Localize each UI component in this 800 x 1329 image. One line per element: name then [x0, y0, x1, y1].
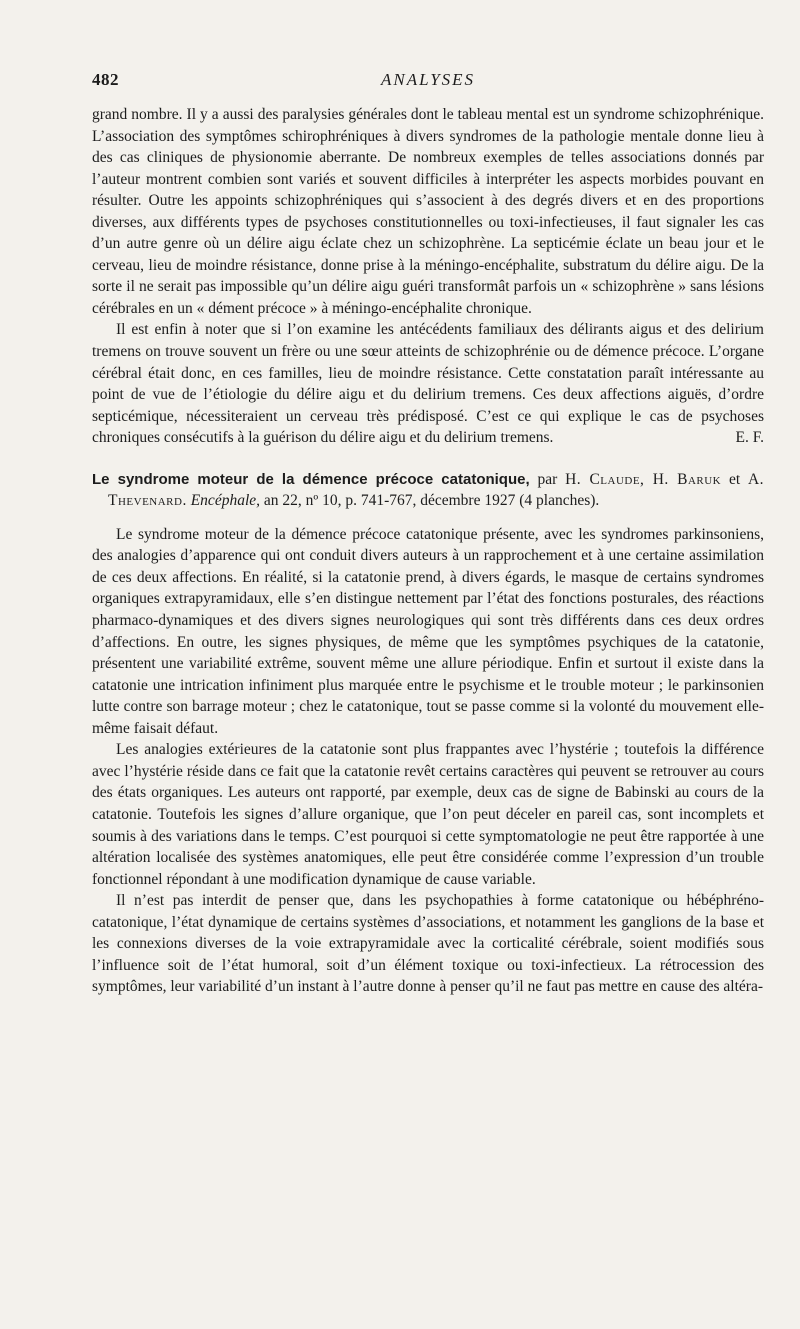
review-paragraph: Les analogies extérieures de la catatonie sont plus frappantes avec l’hystérie ; toutefois la différence avec l’hystérie réside dans ce fait que la catatonie revêt certains caractères qui peuvent se retrouver au cours des états organiques. Les auteurs ont rapporté, par exemple, deux cas de signe de Babinski au cours de la catatonie. Toutefois les signes d’allure organique, que l’on peut déceler en pareil cas, sont incomplets et soumis à des variations dans le temps. C’est pourquoi si cette symptomatologie ne peut être rapportée à une altération localisée des systèmes anatomiques, elle peut être considérée comme l’expression d’un trouble fonctionnel répondant à une modification dynamique de cause variable. — [92, 741, 764, 888]
review-title: Le syndrome moteur de la démence précoce catatonique, — [92, 470, 530, 488]
review-authors: H. Claude, H. Baruk — [565, 470, 722, 488]
running-title: ANALYSES — [380, 70, 476, 89]
running-head — [92, 70, 764, 96]
review-by: par — [537, 470, 558, 488]
review-heading — [92, 469, 764, 512]
journal-name: Encéphale, — [190, 492, 261, 510]
section-gap — [92, 512, 764, 524]
review-signature: E. F. — [735, 429, 764, 447]
review-body — [92, 524, 764, 998]
continued-paragraph — [92, 319, 764, 448]
review-authors: A. Thevenard. — [108, 470, 765, 510]
section-gap — [92, 449, 764, 469]
review-paragraph: Il n’est pas interdit de penser que, dans les psychopathies à forme catatonique ou hébéphréno-catatonique, l’état dynamique de certains systèmes d’associations, et notamment les ganglions de la base et les connexions diverses de la voie extrapyramidale avec la corticalité cérébrale, soient modifiés sous l’influence soit de l’état humoral, soit d’un élément toxique ou toxi-infectieux. La rétrocession des symptômes, leur variabilité d’un instant à l’autre donne à penser qu’il ne faut pas mettre en cause des altéra- — [92, 892, 764, 996]
review-paragraph: Le syndrome moteur de la démence précoce catatonique présente, avec les syndromes parkinsoniens, des analogies d’apparence qui ont conduit divers auteurs à un rapprochement et à une certaine assimilation de ces deux affections. En réalité, si la catatonie prend, à divers égards, le masque de certains syndromes organiques extrapyramidaux, elle s’en distingue nettement par l’état des fonctions posturales, des réactions pharmaco-dynamiques et des divers signes neurologiques qui sont très différents dans ces deux ordres d’affections. En outre, les signes physiques, de même que les symptômes psychiques de la catatonie, présentent une variabilité extrême, souvent même une allure périodique. Enfin et surtout il existe dans la catatonie une intrication infiniment plus marquée entre le psychisme et le trouble moteur ; le parkinsonien lutte contre son barrage moteur ; chez le catatonique, tout se passe comme si la volonté du mouvement elle-même faisait défaut. — [92, 525, 764, 737]
paragraph-text: Il est enfin à noter que si l’on examine les antécédents familiaux des délirants aigus et des delirium tremens on trouve souvent un frère ou une sœur atteints de schizophrénie ou de démence précoce. L’organe cérébral était donc, en ces familles, lieu de moindre résistance. Cette constatation paraît intéressante au point de vue de l’étiologie du délire aigu et du delirium tremens. Ces deux affections aiguës, d’ordre septicémique, nécessiteraient un cerveau très prédisposé. C’est ce qui explique le cas de psychoses chroniques consécutifs à la guérison du délire aigu et du delirium tremens. — [92, 321, 764, 447]
continued-paragraph: grand nombre. Il y a aussi des paralysies générales dont le tableau mental est un syndrome schizophrénique. L’association des symptômes schirophréniques à divers syndromes de la pathologie mentale donne lieu à des cas cliniques de physionomie aberrante. De nombreux exemples de telles associations donnés par l’auteur montrent combien sont variés et souvent difficiles à interpréter les aspects morbides pouvant en résulter. Outre les appoints schizophréniques qui s’associent à des degrés divers et en des proportions diverses, aux différents types de psychoses constitutionnelles ou toxi-infectieuses, il faut signaler les cas d’un autre genre où un délire aigu éclate chez un schizophrène. La septicémie éclate un beau jour et le cerveau, lieu de moindre résistance, donne prise à la méningo-encéphalite, substratum du délire aigu. De la sorte il ne serait pas impossible qu’un délire aigu guéri transformât parfois un « schizophrène » sans lésions cérébrales en un « dément précoce » à méningo-encéphalite chronique. — [92, 106, 764, 317]
page-number: 482 — [92, 70, 119, 89]
text-block — [92, 104, 764, 998]
review-and: et — [728, 470, 741, 488]
citation: an 22, nº 10, p. 741-767, décembre 1927 (4 planches). — [263, 492, 600, 510]
